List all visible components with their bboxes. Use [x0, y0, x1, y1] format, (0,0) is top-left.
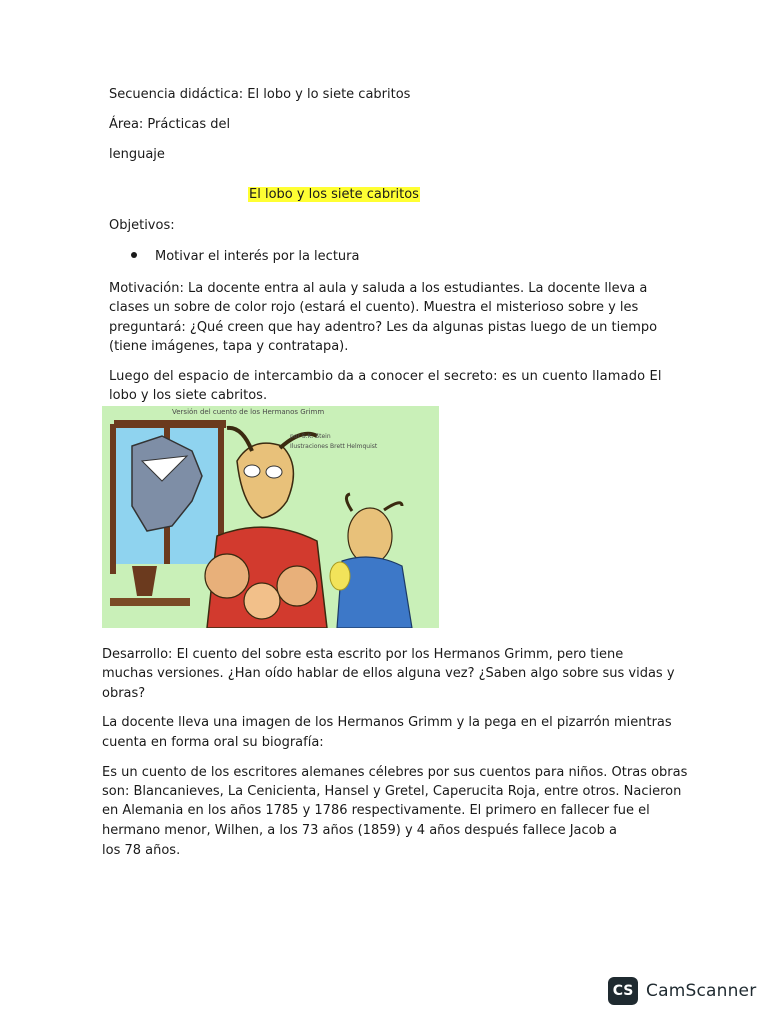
illustration-credit: por S.K. Stein — [290, 433, 331, 440]
kid-goat — [277, 566, 317, 606]
story-illustration — [102, 406, 439, 628]
window-frame-left — [110, 424, 116, 574]
camscanner-logo-icon: CS — [608, 977, 638, 1005]
paragraph-line: cuenta en forma oral su biografía: — [102, 735, 324, 750]
illustration-caption: Versión del cuento de los Hermanos Grimm — [172, 408, 325, 416]
paragraph-line: clases un sobre de color rojo (estará el cuento). Muestra el misterioso sobre y les — [109, 300, 639, 315]
paragraph-line: en Alemania en los años 1785 y 1786 respectivamente. El primero en fallecer fue el — [102, 803, 650, 818]
illustration-credit: Ilustraciones Brett Helmquist — [290, 443, 378, 450]
paragraph-line: lobo y los siete cabritos. — [109, 388, 268, 403]
paragraph-line: Desarrollo: El cuento del sobre esta escrito por los Hermanos Grimm, pero tiene — [102, 647, 624, 662]
objectives-label: Objetivos: — [109, 218, 175, 233]
table-top — [110, 598, 190, 606]
paragraph-line: Es un cuento de los escritores alemanes célebres por sus cuentos para niños. Otras obras — [102, 765, 688, 780]
paragraph-line: La docente lleva una imagen de los Hermanos Grimm y la pega en el pizarrón mientras — [102, 715, 672, 730]
paragraph-line: muchas versiones. ¿Han oído hablar de ellos alguna vez? ¿Saben algo sobre sus vidas y — [102, 666, 675, 681]
goat-eye — [244, 465, 260, 477]
header-line-1: Secuencia didáctica: El lobo y lo siete cabritos — [109, 87, 411, 102]
header-line-3: lenguaje — [109, 147, 165, 162]
objective-item: Motivar el interés por la lectura — [155, 249, 360, 264]
paragraph-line: hermano menor, Wilhen, a los 73 años (1859) y 4 años después fallece Jacob a — [102, 823, 617, 838]
camscanner-watermark — [608, 977, 756, 1005]
header-line-2: Área: Prácticas del — [109, 117, 231, 132]
sister-goat-head — [348, 508, 392, 564]
paragraph-line: Luego del espacio de intercambio da a conocer el secreto: es un cuento llamado El — [109, 369, 662, 384]
paragraph-line: preguntará: ¿Qué creen que hay adentro? Les da algunas pistas luego de un tiempo — [109, 320, 658, 335]
kid-goat — [205, 554, 249, 598]
paragraph-line: obras? — [102, 686, 146, 701]
paragraph-line: son: Blancanieves, La Cenicienta, Hansel y Gretel, Caperucita Roja, entre otros. Nacieron — [102, 784, 682, 799]
document-title — [248, 185, 420, 205]
paragraph-line: (tiene imágenes, tapa y contratapa). — [109, 339, 349, 354]
camscanner-name: CamScanner — [646, 981, 757, 1001]
kid-goat — [244, 583, 280, 619]
bullet-icon — [131, 252, 137, 258]
paragraph-line: Motivación: La docente entra al aula y saluda a los estudiantes. La docente lleva a — [109, 281, 648, 296]
paragraph-line: los 78 años. — [102, 843, 181, 858]
goat-eye — [266, 466, 282, 478]
title-highlight: El lobo y los siete cabritos — [249, 187, 419, 202]
mirror — [330, 562, 350, 590]
